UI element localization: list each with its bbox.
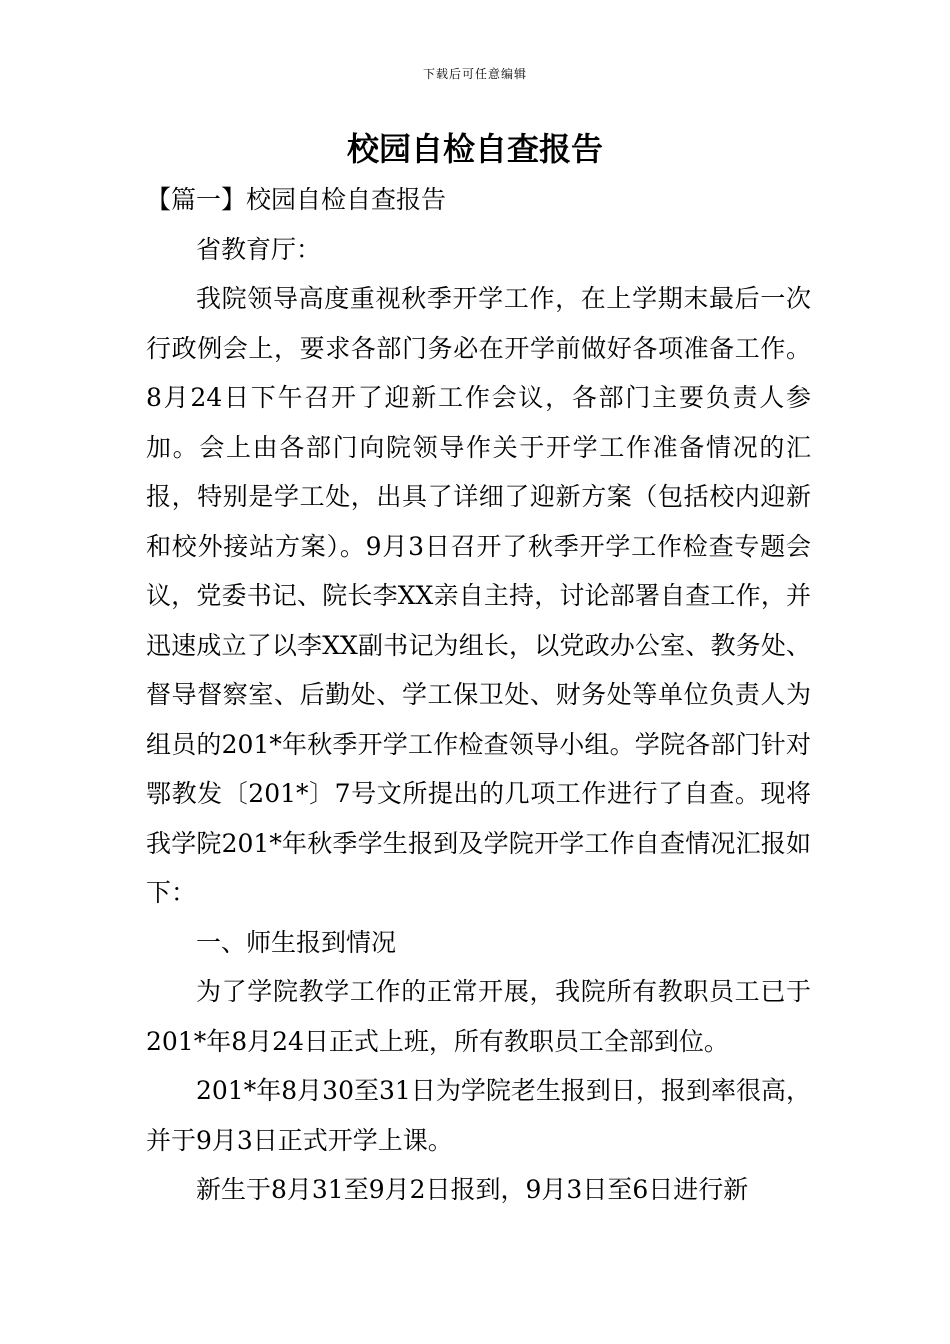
section-heading: 【篇一】校园自检自查报告: [146, 185, 447, 214]
subsection-heading: 一、师生报到情况: [196, 927, 397, 957]
document-title: 校园自检自查报告: [346, 130, 603, 168]
document-body: [146, 175, 811, 1215]
header-note: 下载后可任意编辑: [422, 67, 527, 81]
body-paragraph: 为了学院教学工作的正常开展，我院所有教职员工已于201*年8月24日正式上班，所有教职员工全部到位。: [146, 977, 811, 1056]
body-paragraph: 我院领导高度重视秋季开学工作，在上学期末最后一次行政例会上，要求各部门务必在开学前做好各项准备工作。8月24日下午召开了迎新工作会议，各部门主要负责人参加。会上由各部门向院领导作关于开学工作准备情况的汇报，特别是学工处，出具了详细了迎新方案（包括校内迎新和校外接站方案）。9月3日召开了秋季开学工作检查专题会议，党委书记、院长李XX亲自主持，讨论部署自查工作，并迅速成立了以李XX副书记为组长，以党政办公室、教务处、督导督察室、后勤处、学工保卫处、财务处等单位负责人为组员的201*年秋季开学工作检查领导小组。学院各部门针对鄂教发〔201*〕7号文所提出的几项工作进行了自查。现将我学院201*年秋季学生报到及学院开学工作自查情况汇报如下：: [146, 284, 811, 907]
salutation-paragraph: 省教育厅：: [196, 234, 322, 264]
body-paragraph: 新生于8月31至9月2日报到，9月3日至6日进行新: [196, 1175, 749, 1204]
body-paragraph: 201*年8月30至31日为学院老生报到日，报到率很高，并于9月3日正式开学上课。: [146, 1076, 811, 1155]
